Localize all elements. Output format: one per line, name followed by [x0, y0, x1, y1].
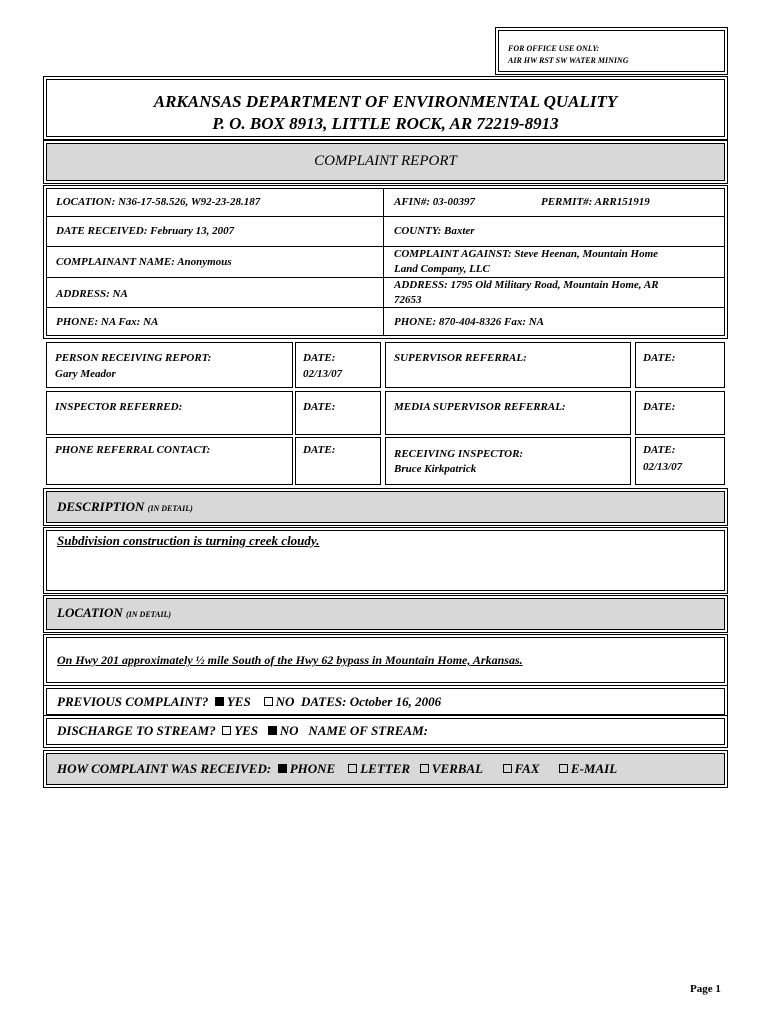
location-field: LOCATION: N36-17-58.526, W92-23-28.187 [56, 196, 261, 208]
date-cell [295, 342, 381, 388]
person-receiving-label: PERSON RECEIVING REPORT: [55, 352, 212, 364]
info-row-line [46, 307, 725, 308]
agency-address: P. O. BOX 8913, LITTLE ROCK, AR 72219-8913 [212, 114, 559, 133]
letter-checkbox[interactable] [348, 764, 357, 773]
phone-right-field: PHONE: 870-404-8326 Fax: NA [394, 316, 545, 328]
date-value: 02/13/07 [303, 368, 343, 380]
inspector-referred-label: INSPECTOR REFERRED: [55, 401, 183, 413]
afin-field: AFIN#: 03-00397 [394, 196, 475, 208]
date-cell [635, 342, 725, 388]
office-use-line1: FOR OFFICE USE ONLY: [508, 44, 600, 53]
report-title: COMPLAINT REPORT [314, 153, 457, 169]
date-label: DATE: [643, 401, 676, 413]
verbal-checkbox[interactable] [420, 764, 429, 773]
inspector-referred-cell [46, 391, 293, 435]
location-text: On Hwy 201 approximately ½ mile South of the Hwy 62 bypass in Mountain Home, Arkansas. [57, 653, 523, 667]
description-text: Subdivision construction is turning creek cloudy. [57, 533, 320, 548]
previous-complaint-line: PREVIOUS COMPLAINT? YES NO DATES: October 16, 2006 [57, 694, 442, 709]
media-supervisor-label: MEDIA SUPERVISOR REFERRAL: [394, 401, 566, 413]
date-cell [635, 391, 725, 435]
date-label: DATE: [303, 444, 336, 456]
person-receiving-value: Gary Meador [55, 368, 116, 380]
previous-no-checkbox[interactable] [264, 697, 273, 706]
date-value: 02/13/07 [643, 461, 683, 473]
phone-left-field: PHONE: NA Fax: NA [56, 316, 159, 328]
discharge-no-checkbox[interactable] [268, 726, 277, 735]
date-label: DATE: [303, 401, 336, 413]
info-row-line [46, 216, 725, 217]
date-label: DATE: [303, 352, 336, 364]
info-row-line [46, 277, 725, 278]
complaint-against-line1: COMPLAINT AGAINST: Steve Heenan, Mountain Home [394, 248, 659, 260]
description-label: DESCRIPTION (IN DETAIL) [57, 499, 193, 514]
permit-field: PERMIT#: ARR151919 [541, 196, 650, 208]
receiving-inspector-label: RECEIVING INSPECTOR: [394, 448, 524, 460]
email-checkbox[interactable] [559, 764, 568, 773]
person-receiving-cell [46, 342, 293, 388]
supervisor-referral-cell [385, 342, 631, 388]
complainant-field: COMPLAINANT NAME: Anonymous [56, 256, 232, 268]
address-right-line1: ADDRESS: 1795 Old Military Road, Mountain Home, AR [394, 279, 659, 291]
address-right-line2: 72653 [394, 294, 422, 306]
office-use-line2: AIR HW RST SW WATER MINING [508, 56, 629, 65]
date-received-field: DATE RECEIVED: February 13, 2007 [56, 225, 235, 237]
address-left-field: ADDRESS: NA [56, 288, 128, 300]
info-divider-vertical [383, 188, 384, 336]
receiving-inspector-value: Bruce Kirkpatrick [394, 463, 477, 475]
phone-referral-label: PHONE REFERRAL CONTACT: [55, 444, 211, 456]
supervisor-referral-label: SUPERVISOR REFERRAL: [394, 352, 527, 364]
how-received-line: HOW COMPLAINT WAS RECEIVED: PHONE LETTER VERBAL FAX E-MAIL [57, 761, 618, 776]
agency-name: ARKANSAS DEPARTMENT OF ENVIRONMENTAL QUALITY [153, 92, 618, 111]
location-label: LOCATION (IN DETAIL) [57, 605, 172, 620]
page-number: Page 1 [690, 983, 721, 995]
phone-checkbox[interactable] [278, 764, 287, 773]
date-cell [295, 391, 381, 435]
receiving-inspector-cell [385, 437, 631, 485]
previous-yes-checkbox[interactable] [215, 697, 224, 706]
county-field: COUNTY: Baxter [394, 225, 475, 237]
discharge-line: DISCHARGE TO STREAM? YES NO NAME OF STREAM: [57, 723, 429, 738]
media-supervisor-cell [385, 391, 631, 435]
complaint-against-line2: Land Company, LLC [394, 263, 490, 275]
discharge-yes-checkbox[interactable] [222, 726, 231, 735]
fax-checkbox[interactable] [503, 764, 512, 773]
date-label: DATE: [643, 352, 676, 364]
info-row-line [46, 246, 725, 247]
date-label: DATE: [643, 444, 676, 456]
